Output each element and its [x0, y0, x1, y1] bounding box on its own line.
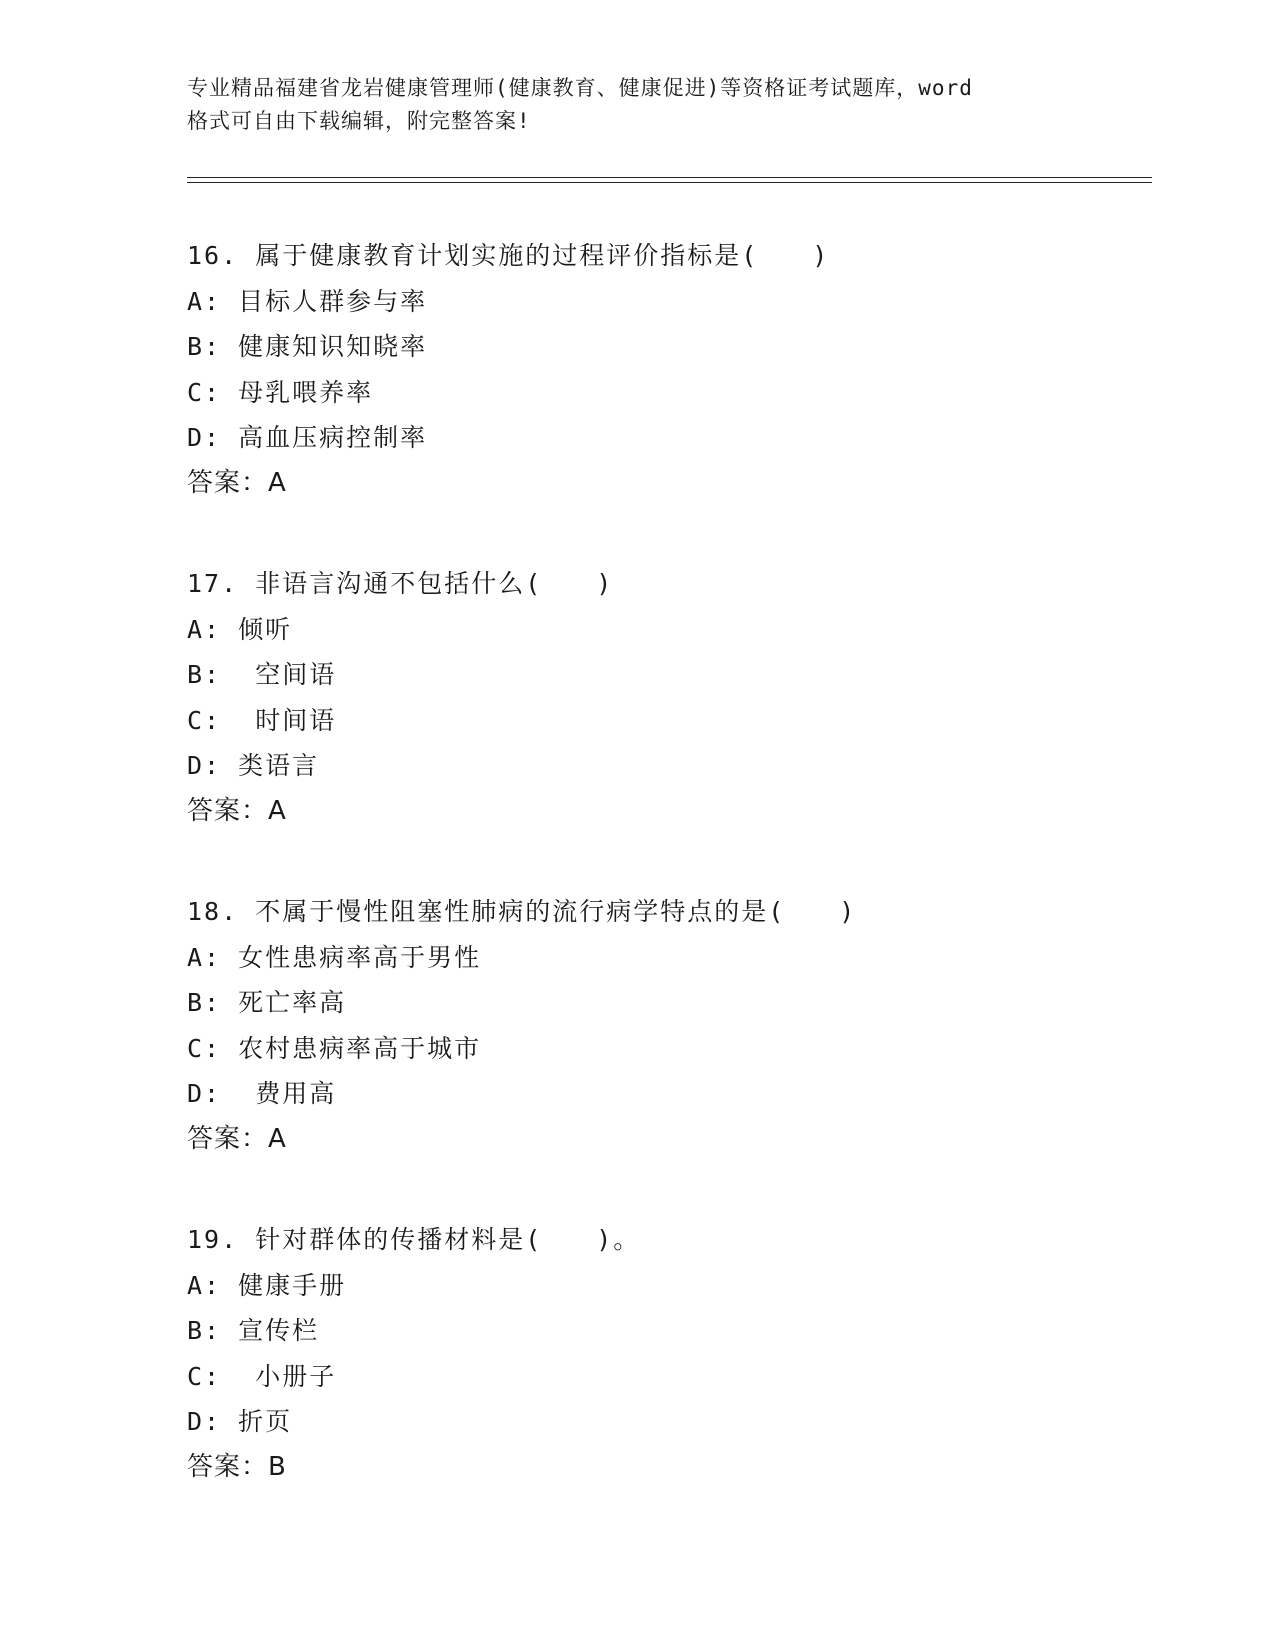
option-b: B: 死亡率高 [187, 988, 347, 1017]
option-b: B: 宣传栏 [187, 1316, 320, 1345]
option-c: C: 母乳喂养率 [187, 377, 374, 407]
option-c: C: 时间语 [187, 705, 337, 735]
answer: 答案：A [187, 795, 287, 826]
question-stem: 19. 针对群体的传播材料是( )。 [187, 1225, 641, 1254]
question-19 [187, 1217, 1147, 1490]
question-16 [187, 233, 1147, 506]
question-stem: 18. 不属于慢性阻塞性肺病的流行病学特点的是( ) [187, 897, 857, 926]
option-a: A: 目标人群参与率 [187, 286, 428, 316]
option-d: D: 折页 [187, 1407, 293, 1436]
question-list [187, 233, 1147, 1545]
answer: 答案：A [187, 467, 287, 498]
option-d: D: 费用高 [187, 1079, 337, 1108]
question-stem: 17. 非语言沟通不包括什么( ) [187, 569, 614, 598]
header-divider-bottom [187, 182, 1152, 183]
option-d: D: 高血压病控制率 [187, 423, 428, 452]
option-c: C: 农村患病率高于城市 [187, 1033, 482, 1063]
header-divider-top [187, 177, 1152, 178]
document-header [187, 72, 1087, 138]
question-17 [187, 561, 1147, 834]
option-a: A: 女性患病率高于男性 [187, 942, 482, 972]
question-18 [187, 889, 1147, 1162]
option-c: C: 小册子 [187, 1361, 337, 1391]
question-stem: 16. 属于健康教育计划实施的过程评价指标是( ) [187, 241, 830, 270]
answer: 答案：B [187, 1451, 287, 1482]
header-line-1: 专业精品福建省龙岩健康管理师(健康教育、健康促进)等资格证考试题库，word [187, 76, 973, 100]
option-a: A: 健康手册 [187, 1270, 347, 1300]
header-line-2: 格式可自由下载编辑，附完整答案! [187, 109, 531, 133]
option-b: B: 空间语 [187, 660, 337, 689]
option-d: D: 类语言 [187, 751, 320, 780]
option-a: A: 倾听 [187, 614, 293, 644]
answer: 答案：A [187, 1123, 287, 1154]
option-b: B: 健康知识知晓率 [187, 332, 428, 361]
